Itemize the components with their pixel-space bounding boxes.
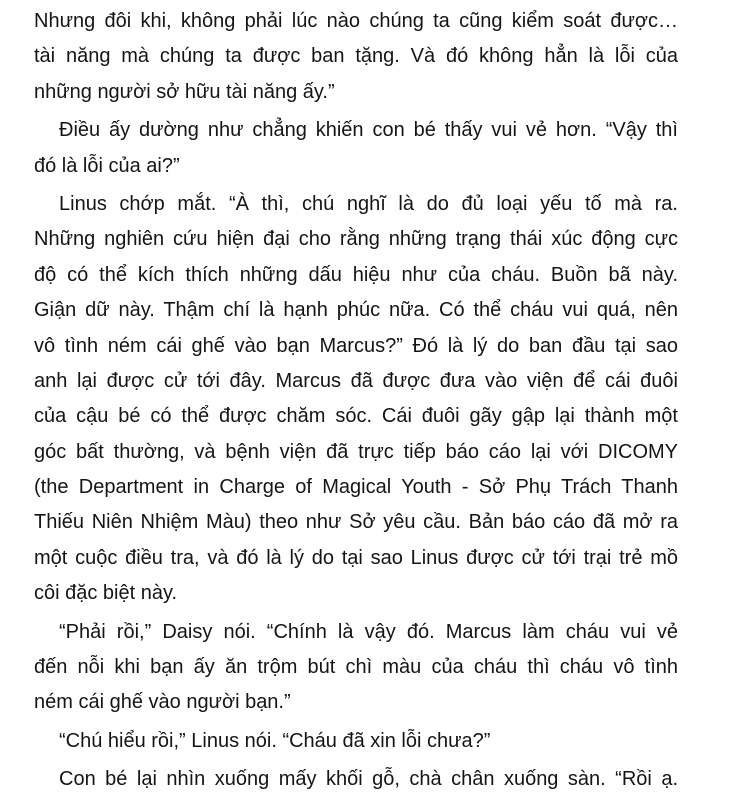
text-line: của cậu bé có thể được chăm sóc. Cái đuôi gãy gập lại thành một <box>34 405 678 428</box>
text-line: đến nỗi khi bạn ấy ăn trộm bút chì màu của cháu thì cháu vô tình <box>34 656 678 679</box>
text-line: Những nghiên cứu hiện đại cho rằng những trạng thái xúc động cực <box>34 228 678 251</box>
text-line: góc bất thường, và bệnh viện đã trực tiếp báo cáo lại với DICOMY <box>34 440 678 463</box>
text-line: vô tình ném cái ghế vào bạn Marcus?” Đó là lý do ban đầu tại sao <box>34 334 678 357</box>
text-line: Giận dữ này. Thậm chí là hạnh phúc nữa. Có thể cháu vui quá, nên <box>34 299 678 322</box>
text-line: (the Department in Charge of Magical Youth - Sở Phụ Trách Thanh <box>34 476 678 499</box>
document-page <box>34 4 678 801</box>
text-line: độ có thể kích thích những dấu hiệu như của cháu. Buồn bã này. <box>34 263 678 286</box>
paragraph <box>34 113 678 184</box>
text-line: Linus chớp mắt. “À thì, chú nghĩ là do đủ loại yếu tố mà ra. <box>59 192 678 215</box>
text-line: “Chú hiểu rồi,” Linus nói. “Cháu đã xin lỗi chưa?” <box>59 729 491 752</box>
text-line: tài năng mà chúng ta được ban tặng. Và đó không hẳn là lỗi của <box>34 45 678 68</box>
text-line: “Phải rồi,” Daisy nói. “Chính là vậy đó. Marcus làm cháu vui vẻ <box>59 620 678 643</box>
paragraph <box>34 724 678 759</box>
text-line: Nhưng đôi khi, không phải lúc nào chúng ta cũng kiểm soát được… <box>34 10 678 32</box>
paragraph <box>34 4 678 110</box>
text-line: Điều ấy dường như chẳng khiến con bé thấy vui vẻ hơn. “Vậy thì <box>59 119 678 142</box>
text-line: Thiếu Niên Nhiệm Màu) theo như Sở yêu cầu. Bản báo cáo đã mở ra <box>34 511 678 534</box>
paragraph <box>34 762 678 797</box>
text-line: côi đặc biệt này. <box>34 582 178 605</box>
text-line: Con bé lại nhìn xuống mấy khối gỗ, chà chân xuống sàn. “Rồi ạ. <box>59 768 678 791</box>
text-line: những người sở hữu tài năng ấy.” <box>34 80 335 103</box>
paragraph <box>34 615 678 721</box>
text-line: ném cái ghế vào người bạn.” <box>34 691 291 714</box>
paragraph <box>34 187 678 612</box>
text-line: anh lại được cử tới đây. Marcus đã được đưa vào viện để cái đuôi <box>34 369 678 392</box>
text-line: đó là lỗi của ai?” <box>34 154 180 177</box>
text-line: một cuộc điều tra, và đó là lý do tại sao Linus được cử tới trại trẻ mồ <box>34 546 678 569</box>
